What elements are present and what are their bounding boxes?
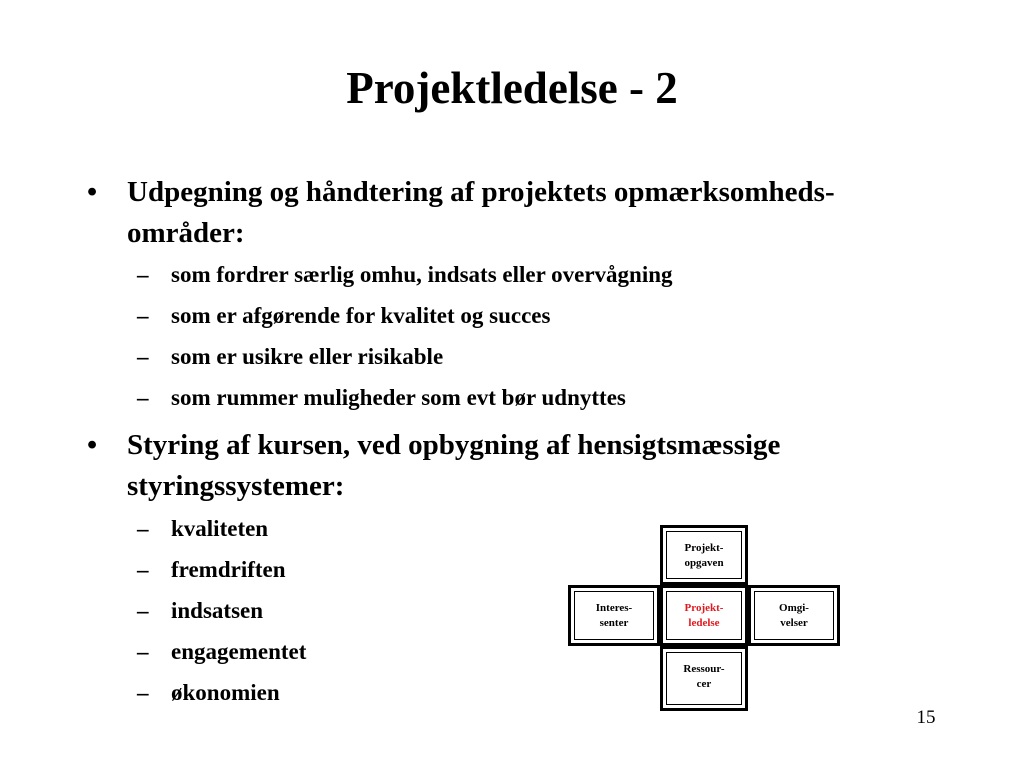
sub-bullet-item: fremdriften — [171, 557, 286, 582]
bullet-1-line-1: Udpegning og håndtering af projektets opmærksomheds- — [127, 176, 835, 208]
sub-bullet-item: engagementet — [171, 639, 307, 664]
diagram-box-label: Ressour- — [683, 663, 725, 675]
sub-bullet-marker: – — [137, 516, 149, 541]
bullet-1-text — [127, 172, 967, 254]
sub-bullet-item: som rummer muligheder som evt bør udnyttes — [171, 385, 626, 410]
sub-bullet-marker: – — [137, 303, 149, 328]
diagram-box-projektopgaven — [660, 525, 748, 585]
sub-bullet-item: som fordrer særlig omhu, indsats eller overvågning — [171, 262, 673, 287]
page-number: 15 — [916, 707, 936, 728]
diagram-box-label: velser — [780, 617, 808, 629]
sub-bullet-item: som er afgørende for kvalitet og succes — [171, 303, 551, 328]
diagram-box-label: Interes- — [595, 602, 633, 614]
bullet-marker: • — [87, 429, 98, 461]
sub-bullet-marker: – — [137, 639, 149, 664]
diagram-box-label: senter — [599, 617, 629, 629]
sub-bullet-item: indsatsen — [171, 598, 264, 623]
sub-bullet-marker: – — [137, 262, 149, 287]
sub-bullet-marker: – — [137, 598, 149, 623]
bullet-2-line-2: styringssystemer: — [127, 470, 345, 502]
slide-title: Projektledelse - 2 — [346, 63, 678, 113]
project-management-diagram — [568, 525, 840, 711]
diagram-box-omgivelser — [748, 585, 840, 646]
diagram-box-interessenter — [568, 585, 660, 646]
bullet-marker: • — [87, 176, 98, 208]
diagram-box-label: ledelse — [688, 617, 720, 629]
diagram-box-label: cer — [696, 678, 712, 690]
bullet-2-text — [127, 425, 967, 507]
diagram-box-label: Omgi- — [779, 602, 809, 614]
sub-bullet-item: økonomien — [171, 680, 280, 705]
sub-bullet-marker: – — [137, 557, 149, 582]
sub-bullet-marker: – — [137, 385, 149, 410]
bullet-1-line-2: områder: — [127, 217, 245, 249]
sub-bullet-marker: – — [137, 344, 149, 369]
diagram-box-label: opgaven — [684, 557, 724, 569]
bullet-2-line-1: Styring af kursen, ved opbygning af hensigtsmæssige — [127, 429, 781, 461]
diagram-box-ressourcer — [660, 646, 748, 711]
diagram-box-projektledelse — [660, 585, 748, 646]
sub-bullet-item: kvaliteten — [171, 516, 269, 541]
sub-bullet-marker: – — [137, 680, 149, 705]
diagram-box-label: Projekt- — [684, 602, 724, 614]
diagram-box-label: Projekt- — [684, 542, 724, 554]
sub-bullet-item: som er usikre eller risikable — [171, 344, 444, 369]
